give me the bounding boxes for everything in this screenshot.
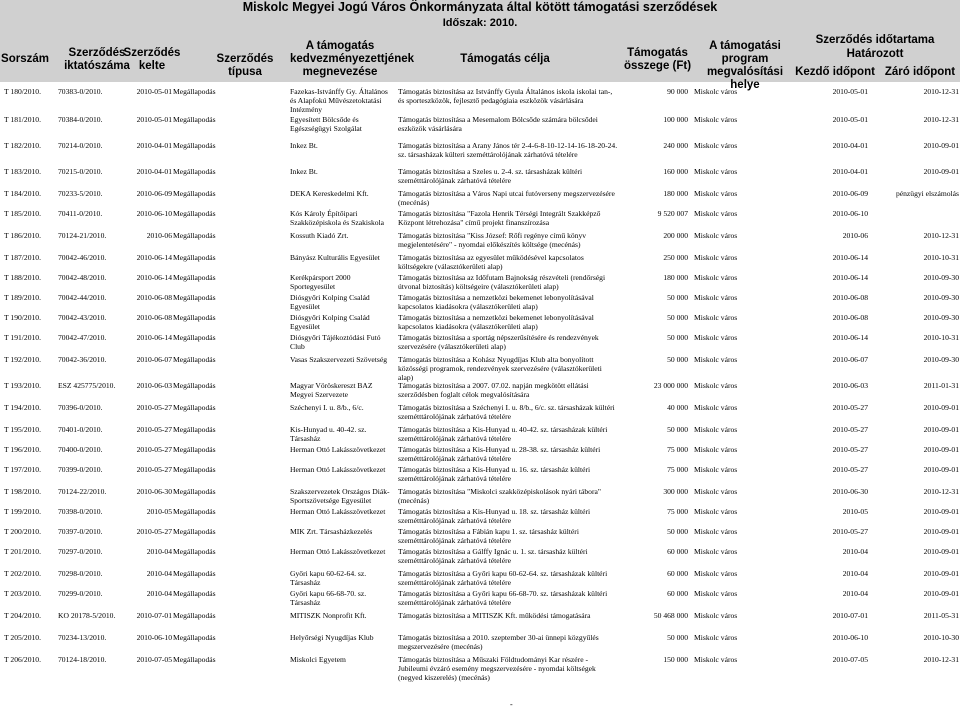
- row-kedvezmenyezett: Vasas Szakszervezeti Szövetség: [290, 355, 387, 364]
- row-kedvezmenyezett: Szakszervezetek Országos Diák-Sportszövetsége Egyesület: [290, 487, 390, 505]
- row-tipus: Megállapodás: [173, 569, 216, 578]
- row-kelte: 2010-06-09: [136, 189, 172, 198]
- col-tipus: Szerződés típusa: [216, 53, 274, 78]
- row-kelte: 2010-05-27: [136, 403, 172, 412]
- row-kezdo: 2010-05-27: [832, 465, 868, 474]
- row-sorszam: T 203/2010.: [4, 589, 41, 598]
- row-iktatoszam: 70233-5/2010.: [58, 189, 103, 198]
- row-sorszam: T 191/2010.: [4, 333, 41, 342]
- row-iktatoszam: 70124-22/2010.: [58, 487, 107, 496]
- row-osszeg: 100 000: [663, 115, 688, 124]
- row-tipus: Megállapodás: [173, 611, 216, 620]
- row-hely: Miskolc város: [694, 465, 738, 474]
- row-kelte: 2010-06-03: [136, 381, 172, 390]
- row-sorszam: T 187/2010.: [4, 253, 41, 262]
- row-zaro: 2011-05-31: [923, 611, 959, 620]
- row-zaro: 2010-09-01: [923, 589, 959, 598]
- row-tipus: Megállapodás: [173, 253, 216, 262]
- row-osszeg: 60 000: [667, 547, 688, 556]
- row-sorszam: T 189/2010.: [4, 293, 41, 302]
- row-kedvezmenyezett: Győri kapu 66-68-70. sz. Társasház: [290, 589, 367, 607]
- row-tipus: Megállapodás: [173, 115, 216, 124]
- row-kedvezmenyezett: Inkez Bt.: [290, 167, 318, 176]
- row-kezdo: 2010-04: [842, 569, 868, 578]
- row-osszeg: 40 000: [667, 403, 688, 412]
- row-zaro: pénzügyi elszámolás: [895, 189, 959, 198]
- row-tipus: Megállapodás: [173, 333, 216, 342]
- row-cel: Támogatás biztosítása a Győri kapu 66-68-70. sz. társasházak kültéri szemétttárolójának zárhatóvá tételére: [398, 589, 608, 607]
- row-kedvezmenyezett: Miskolci Egyetem: [290, 655, 346, 664]
- row-tipus: Megállapodás: [173, 87, 216, 96]
- row-kezdo: 2010-06-10: [832, 633, 868, 642]
- col-osszeg: Támogatás összege (Ft): [623, 47, 692, 72]
- row-hely: Miskolc város: [694, 445, 738, 454]
- row-zaro: 2010-09-30: [923, 293, 959, 302]
- row-kezdo: 2010-06-14: [832, 253, 868, 262]
- row-cel: Támogatás biztosítása a Győri kapu 60-62-64. sz. társasházak kültéri szemétttárolójának zárhatóvá tételére: [398, 569, 608, 587]
- row-zaro: 2010-09-01: [923, 507, 959, 516]
- row-osszeg: 250 000: [663, 253, 688, 262]
- row-cel: Támogatás biztosítása a Kis-Hunyad u. 16. sz. társasház kültéri szemétttárolójának zárhatóvá tételére: [398, 465, 591, 483]
- row-tipus: Megállapodás: [173, 589, 216, 598]
- row-zaro: 2010-09-01: [923, 445, 959, 454]
- row-kedvezmenyezett: Herman Ottó Lakásszövetkezet: [290, 507, 386, 516]
- row-tipus: Megállapodás: [173, 209, 216, 218]
- row-osszeg: 240 000: [663, 141, 688, 150]
- row-sorszam: T 199/2010.: [4, 507, 41, 516]
- row-zaro: 2010-10-30: [923, 633, 959, 642]
- row-tipus: Megállapodás: [173, 487, 216, 496]
- row-kelte: 2010-04-01: [136, 167, 172, 176]
- row-iktatoszam: 70042-47/2010.: [58, 333, 107, 342]
- row-osszeg: 50 000: [667, 527, 688, 536]
- col-kedvezmenyezett: A támogatás kedvezményezettjének megnevezése: [290, 40, 415, 78]
- row-kedvezmenyezett: DEKA Kereskedelmi Kft.: [290, 189, 369, 198]
- row-iktatoszam: 70400-0/2010.: [58, 445, 103, 454]
- row-hely: Miskolc város: [694, 273, 738, 282]
- row-zaro: 2010-09-30: [923, 313, 959, 322]
- row-tipus: Megállapodás: [173, 465, 216, 474]
- row-hely: Miskolc város: [694, 189, 738, 198]
- row-hely: Miskolc város: [694, 569, 738, 578]
- row-hely: Miskolc város: [694, 141, 738, 150]
- row-kelte: 2010-04-01: [136, 141, 172, 150]
- row-kezdo: 2010-05-27: [832, 425, 868, 434]
- row-kedvezmenyezett: Herman Ottó Lakásszövetkezet: [290, 547, 386, 556]
- row-zaro: 2010-09-01: [923, 167, 959, 176]
- row-zaro: 2010-12-31: [923, 115, 959, 124]
- row-cel: Támogatás biztosítása a Arany János tér 2-4-6-8-10-12-14-16-18-20-24. sz. társasházak külteri szeméttárolójának zárhatóvá tételére: [398, 141, 618, 159]
- row-kezdo: 2010-05-27: [832, 527, 868, 536]
- row-iktatoszam: 70214-0/2010.: [58, 141, 103, 150]
- row-kelte: 2010-06-14: [136, 333, 172, 342]
- row-iktatoszam: 70042-43/2010.: [58, 313, 107, 322]
- row-sorszam: T 195/2010.: [4, 425, 41, 434]
- row-sorszam: T 198/2010.: [4, 487, 41, 496]
- row-hely: Miskolc város: [694, 425, 738, 434]
- row-hely: Miskolc város: [694, 167, 738, 176]
- row-kedvezmenyezett: Bányász Kulturális Egyesület: [290, 253, 380, 262]
- row-kedvezmenyezett: Inkez Bt.: [290, 141, 318, 150]
- row-tipus: Megállapodás: [173, 189, 216, 198]
- row-hely: Miskolc város: [694, 655, 738, 664]
- row-cel: Támogatás biztosítása a Mesemalom Bölcsőde számára bölcsődei eszközök vásárlására: [398, 115, 598, 133]
- row-cel: Támogatás biztosítása a Széchenyi I. u. 8/b., 6/c. sz. társasházak kültéri szemétttárolójának zárhatóvá tételére: [398, 403, 615, 421]
- row-sorszam: T 202/2010.: [4, 569, 41, 578]
- page-mark: -: [510, 700, 513, 709]
- row-hely: Miskolc város: [694, 611, 738, 620]
- row-kezdo: 2010-05-01: [832, 115, 868, 124]
- row-cel: Támogatás biztosítása a nemzetközi bekemenet lebonyolításával kapcsolatos kiadásokra (választókerületi alap): [398, 313, 594, 331]
- row-kelte: 2010-05-01: [136, 87, 172, 96]
- row-iktatoszam: ESZ 425775/2010.: [58, 381, 116, 390]
- row-hely: Miskolc város: [694, 547, 738, 556]
- row-kelte: 2010-05-27: [136, 527, 172, 536]
- col-idotartam: Szerződés időtartama: [815, 34, 935, 46]
- row-kezdo: 2010-05: [842, 507, 868, 516]
- row-osszeg: 50 000: [667, 355, 688, 364]
- row-iktatoszam: 70042-36/2010.: [58, 355, 107, 364]
- col-hatarozott: Határozott: [846, 48, 904, 60]
- row-kedvezmenyezett: Helyőrségi Nyugdíjas Klub: [290, 633, 374, 642]
- col-kezdo: Kezdő időpont: [795, 66, 875, 78]
- col-zaro: Záró időpont: [884, 66, 956, 78]
- row-zaro: 2010-12-31: [923, 655, 959, 664]
- row-cel: Támogatás biztosítása a Fábián kapu 1. sz. társasház kültéri szemétttárolójának zárhatóvá tételére: [398, 527, 579, 545]
- row-cel: Támogatás biztosítása a nemzetközi bekemenet lebonyolításával kapcsolatos kiadásokra (választókerületi alap): [398, 293, 594, 311]
- row-kelte: 2010-06-14: [136, 253, 172, 262]
- col-iktatoszam: Szerződés iktatószáma: [64, 47, 130, 72]
- row-sorszam: T 188/2010.: [4, 273, 41, 282]
- row-zaro: 2010-10-31: [923, 253, 959, 262]
- row-tipus: Megállapodás: [173, 141, 216, 150]
- row-iktatoszam: 70399-0/2010.: [58, 465, 103, 474]
- row-kedvezmenyezett: MITISZK Nonprofit Kft.: [290, 611, 367, 620]
- row-zaro: 2010-09-30: [923, 273, 959, 282]
- col-cel: Támogatás célja: [460, 53, 550, 65]
- row-osszeg: 75 000: [667, 445, 688, 454]
- row-sorszam: T 181/2010.: [4, 115, 41, 124]
- row-kedvezmenyezett: Magyar Vöröskereszt BAZ Megyei Szervezete: [290, 381, 373, 399]
- row-osszeg: 160 000: [663, 167, 688, 176]
- row-kedvezmenyezett: Kós Károly Építőipari Szakközépiskola és Szakiskola: [290, 209, 385, 227]
- row-osszeg: 23 000 000: [653, 381, 688, 390]
- row-zaro: 2010-09-01: [923, 403, 959, 412]
- row-osszeg: 90 000: [667, 87, 688, 96]
- row-osszeg: 60 000: [667, 589, 688, 598]
- row-kezdo: 2010-06-14: [832, 333, 868, 342]
- row-sorszam: T 192/2010.: [4, 355, 41, 364]
- row-iktatoszam: 70398-0/2010.: [58, 507, 103, 516]
- row-tipus: Megállapodás: [173, 507, 216, 516]
- row-kedvezmenyezett: Győri kapu 60-62-64. sz. Társasház: [290, 569, 367, 587]
- row-cel: Támogatás biztosítása a Szeles u. 2-4. sz. társasházak kültéri szemétttárolójának zárhatóvá tételére: [398, 167, 583, 185]
- row-kelte: 2010-04: [146, 569, 172, 578]
- row-zaro: 2010-10-31: [923, 333, 959, 342]
- row-kezdo: 2010-04-01: [832, 141, 868, 150]
- row-iktatoszam: 70124-21/2010.: [58, 231, 107, 240]
- row-kezdo: 2010-05-27: [832, 403, 868, 412]
- row-tipus: Megállapodás: [173, 167, 216, 176]
- row-sorszam: T 183/2010.: [4, 167, 41, 176]
- row-kelte: 2010-06-30: [136, 487, 172, 496]
- row-osszeg: 50 000: [667, 633, 688, 642]
- row-kedvezmenyezett: Diósgyőri Tájékoztódási Futó Club: [290, 333, 381, 351]
- row-cel: Támogatás biztosítása a Kis-Hunyad u. 18. sz. társasház kültéri szemétttárolójának zárhatóvá tételére: [398, 507, 591, 525]
- row-hely: Miskolc város: [694, 403, 738, 412]
- row-kedvezmenyezett: Kis-Hunyad u. 40-42. sz. Társasház: [290, 425, 367, 443]
- row-sorszam: T 186/2010.: [4, 231, 41, 240]
- row-cel: Támogatás biztosítása a Gálffy Ignác u. 1. sz. társasház kültéri szemétttárolójának zárhatóvá tételére: [398, 547, 588, 565]
- row-kelte: 2010-06-08: [136, 293, 172, 302]
- row-osszeg: 50 000: [667, 313, 688, 322]
- row-sorszam: T 197/2010.: [4, 465, 41, 474]
- row-kedvezmenyezett: Széchenyi I. u. 8/b., 6/c.: [290, 403, 364, 412]
- row-cel: Támogatás biztosítása a Kohász Nyugdíjas Klub alta bonyolított közösségi programok, rendezvények szervezésére (választókerületi alap): [398, 355, 602, 382]
- row-zaro: 2011-01-31: [923, 381, 959, 390]
- row-cel: Támogatás biztosítása "Fazola Henrik Térségi Integrált Szakképző Központ létrehozása" című projekt finanszírozása: [398, 209, 601, 227]
- row-kelte: 2010-05: [146, 507, 172, 516]
- row-hely: Miskolc város: [694, 209, 738, 218]
- row-hely: Miskolc város: [694, 355, 738, 364]
- row-kezdo: 2010-05-27: [832, 445, 868, 454]
- row-iktatoszam: 70401-0/2010.: [58, 425, 103, 434]
- row-tipus: Megállapodás: [173, 381, 216, 390]
- row-osszeg: 9 520 007: [657, 209, 688, 218]
- row-cel: Támogatás biztosítása a Műszaki Földtudományi Kar részére - Jubileumi évzáró esemény megszervezésére - nyomdai költségek (negyed kiszerelés) (mecénás): [398, 655, 596, 682]
- row-tipus: Megállapodás: [173, 293, 216, 302]
- row-kelte: 2010-05-01: [136, 115, 172, 124]
- row-sorszam: T 204/2010.: [4, 611, 41, 620]
- row-hely: Miskolc város: [694, 253, 738, 262]
- row-kedvezmenyezett: Egyesített Bölcsőde és Egészségügyi Szolgálat: [290, 115, 362, 133]
- row-kezdo: 2010-07-01: [832, 611, 868, 620]
- row-iktatoszam: 70042-44/2010.: [58, 293, 107, 302]
- row-iktatoszam: 70042-46/2010.: [58, 253, 107, 262]
- row-hely: Miskolc város: [694, 381, 738, 390]
- row-osszeg: 150 000: [663, 655, 688, 664]
- row-iktatoszam: 70042-48/2010.: [58, 273, 107, 282]
- row-hely: Miskolc város: [694, 87, 738, 96]
- row-osszeg: 60 000: [667, 569, 688, 578]
- row-kezdo: 2010-04: [842, 589, 868, 598]
- row-sorszam: T 200/2010.: [4, 527, 41, 536]
- row-kelte: 2010-05-27: [136, 425, 172, 434]
- row-cel: Támogatás biztosítása a Kis-Hunyad u. 40-42. sz. társasházak kültéri szemétttárolójának zárhatóvá tételére: [398, 425, 608, 443]
- row-iktatoszam: 70384-0/2010.: [58, 115, 103, 124]
- row-hely: Miskolc város: [694, 589, 738, 598]
- row-tipus: Megállapodás: [173, 355, 216, 364]
- row-sorszam: T 180/2010.: [4, 87, 41, 96]
- row-cel: Támogatás biztosítása "Kiss József: Rőfi regénye című könyv megjelentetésére" - nyomdai előkészítés költsége (mecénás): [398, 231, 587, 249]
- row-iktatoszam: 70215-0/2010.: [58, 167, 103, 176]
- row-osszeg: 50 000: [667, 333, 688, 342]
- row-cel: Támogatás biztosítása a sportág népszerűsítésére és rendezvények szervezésére (választókerületi alap): [398, 333, 599, 351]
- row-tipus: Megállapodás: [173, 655, 216, 664]
- row-zaro: 2010-12-31: [923, 231, 959, 240]
- row-zaro: 2010-09-01: [923, 527, 959, 536]
- row-sorszam: T 205/2010.: [4, 633, 41, 642]
- row-kelte: 2010-07-01: [136, 611, 172, 620]
- row-iktatoszam: 70396-0/2010.: [58, 403, 103, 412]
- row-tipus: Megállapodás: [173, 527, 216, 536]
- row-osszeg: 180 000: [663, 273, 688, 282]
- row-kezdo: 2010-06-30: [832, 487, 868, 496]
- row-tipus: Megállapodás: [173, 231, 216, 240]
- row-cel: Támogatás biztosítása az Istvánffy Gyula Általános iskola iskolai tan-, és sporteszközök, fejlesztő pedagógiaia eszközök vásárlására: [398, 87, 613, 105]
- row-kedvezmenyezett: Diósgyőri Kolping Család Egyesület: [290, 313, 370, 331]
- row-osszeg: 50 000: [667, 425, 688, 434]
- row-kezdo: 2010-06-09: [832, 189, 868, 198]
- row-tipus: Megállapodás: [173, 445, 216, 454]
- row-iktatoszam: KO 20178-5/2010.: [58, 611, 116, 620]
- row-kedvezmenyezett: Herman Ottó Lakásszövetkezet: [290, 465, 386, 474]
- table-header: [0, 0, 960, 91]
- period-label: Időszak: 2010.: [442, 17, 518, 29]
- row-hely: Miskolc város: [694, 527, 738, 536]
- row-kedvezmenyezett: Herman Ottó Lakásszövetkezet: [290, 445, 386, 454]
- row-kezdo: 2010-06-10: [832, 209, 868, 218]
- row-kedvezmenyezett: Fazekas-Istvánffy Gy. Általános és Alapfokú Művészetoktatási Intézmény: [290, 87, 388, 114]
- row-kezdo: 2010-05-01: [832, 87, 868, 96]
- row-hely: Miskolc város: [694, 333, 738, 342]
- row-kelte: 2010-04: [146, 547, 172, 556]
- row-sorszam: T 196/2010.: [4, 445, 41, 454]
- row-osszeg: 200 000: [663, 231, 688, 240]
- row-iktatoszam: 70124-18/2010.: [58, 655, 107, 664]
- row-kelte: 2010-07-05: [136, 655, 172, 664]
- row-tipus: Megállapodás: [173, 313, 216, 322]
- row-iktatoszam: 70297-0/2010.: [58, 547, 103, 556]
- row-kedvezmenyezett: Kerékpársport 2000 Sportegyesület: [290, 273, 351, 291]
- row-osszeg: 75 000: [667, 465, 688, 474]
- row-tipus: Megállapodás: [173, 633, 216, 642]
- row-zaro: 2010-09-30: [923, 355, 959, 364]
- row-kelte: 2010-04: [146, 589, 172, 598]
- row-osszeg: 300 000: [663, 487, 688, 496]
- row-hely: Miskolc város: [694, 487, 738, 496]
- row-kezdo: 2010-04-01: [832, 167, 868, 176]
- row-kezdo: 2010-06-08: [832, 313, 868, 322]
- row-sorszam: T 201/2010.: [4, 547, 41, 556]
- row-cel: Támogatás biztosítása az egyesület működésével kapcsolatos költségekre (választókerületi alap): [398, 253, 584, 271]
- row-hely: Miskolc város: [694, 507, 738, 516]
- row-kezdo: 2010-04: [842, 547, 868, 556]
- row-hely: Miskolc város: [694, 115, 738, 124]
- row-osszeg: 75 000: [667, 507, 688, 516]
- row-hely: Miskolc város: [694, 313, 738, 322]
- col-program: A támogatási program megvalósítási helye: [706, 40, 784, 91]
- row-cel: Támogatás biztosítása a Város Napi utcai futóverseny megszervezésére (mecénás): [398, 189, 615, 207]
- row-iktatoszam: 70383-0/2010.: [58, 87, 103, 96]
- row-kelte: 2010-06-10: [136, 209, 172, 218]
- col-sorszam: Sorszám: [1, 53, 49, 65]
- row-zaro: 2010-09-01: [923, 547, 959, 556]
- row-sorszam: T 193/2010.: [4, 381, 41, 390]
- row-osszeg: 50 468 000: [653, 611, 688, 620]
- row-kezdo: 2010-06-03: [832, 381, 868, 390]
- row-hely: Miskolc város: [694, 231, 738, 240]
- row-kezdo: 2010-06: [842, 231, 868, 240]
- row-osszeg: 180 000: [663, 189, 688, 198]
- row-sorszam: T 194/2010.: [4, 403, 41, 412]
- row-tipus: Megállapodás: [173, 273, 216, 282]
- row-kezdo: 2010-07-05: [832, 655, 868, 664]
- row-sorszam: T 182/2010.: [4, 141, 41, 150]
- row-cel: Támogatás biztosítása a 2010. szeptember 30-ai ünnepi közgyűlés megszervezésére (mecénás): [398, 633, 599, 651]
- row-kelte: 2010-05-27: [136, 465, 172, 474]
- row-iktatoszam: 70298-0/2010.: [58, 569, 103, 578]
- row-iktatoszam: 70234-13/2010.: [58, 633, 107, 642]
- row-zaro: 2010-12-31: [923, 87, 959, 96]
- row-sorszam: T 206/2010.: [4, 655, 41, 664]
- row-hely: Miskolc város: [694, 633, 738, 642]
- row-cel: Támogatás biztosítása a MITISZK Kft. működési támogatására: [398, 611, 591, 620]
- row-kelte: 2010-05-27: [136, 445, 172, 454]
- row-kedvezmenyezett: MIK Zrt. Társasházkezelés: [290, 527, 373, 536]
- row-iktatoszam: 70411-0/2010.: [58, 209, 103, 218]
- row-tipus: Megállapodás: [173, 547, 216, 556]
- row-zaro: 2010-09-01: [923, 465, 959, 474]
- row-zaro: 2010-09-01: [923, 141, 959, 150]
- row-tipus: Megállapodás: [173, 425, 216, 434]
- row-kelte: 2010-06-10: [136, 633, 172, 642]
- row-cel: Támogatás biztosítása "Miskolci szakközépiskolások nyári tábora" (mecénás): [398, 487, 601, 505]
- row-kedvezmenyezett: Diósgyőri Kolping Család Egyesület: [290, 293, 370, 311]
- row-kedvezmenyezett: Kossuth Kiadó Zrt.: [290, 231, 349, 240]
- row-zaro: 2010-09-01: [923, 569, 959, 578]
- row-osszeg: 50 000: [667, 293, 688, 302]
- row-iktatoszam: 70299-0/2010.: [58, 589, 103, 598]
- row-kelte: 2010-06-14: [136, 273, 172, 282]
- row-kezdo: 2010-06-14: [832, 273, 868, 282]
- col-kelte: Szerződés kelte: [123, 47, 181, 72]
- row-kezdo: 2010-06-07: [832, 355, 868, 364]
- row-cel: Támogatás biztosítása az Időfutam Bajnokság részvételi (rendőrségi útvonal biztosítás) költségeire (választókerületi alap): [398, 273, 606, 291]
- row-zaro: 2010-09-01: [923, 425, 959, 434]
- row-cel: Támogatás biztosítása a Kis-Hunyad u. 28-38. sz. társasház kültéri szemétttárolójának zárhatóvá tételére: [398, 445, 601, 463]
- row-cel: Támogatás biztosítása a 2007. 07.02. napján megkötött ellátási szerződésben foglalt célok megvalósítására: [398, 381, 589, 399]
- row-kelte: 2010-06: [146, 231, 172, 240]
- row-kelte: 2010-06-08: [136, 313, 172, 322]
- row-tipus: Megállapodás: [173, 403, 216, 412]
- row-hely: Miskolc város: [694, 293, 738, 302]
- row-iktatoszam: 70397-0/2010.: [58, 527, 103, 536]
- row-kelte: 2010-06-07: [136, 355, 172, 364]
- row-sorszam: T 184/2010.: [4, 189, 41, 198]
- row-sorszam: T 185/2010.: [4, 209, 41, 218]
- row-zaro: 2010-12-31: [923, 487, 959, 496]
- row-sorszam: T 190/2010.: [4, 313, 41, 322]
- page-title: Miskolc Megyei Jogú Város Önkormányzata által kötött támogatási szerződések: [242, 0, 718, 14]
- row-kezdo: 2010-06-08: [832, 293, 868, 302]
